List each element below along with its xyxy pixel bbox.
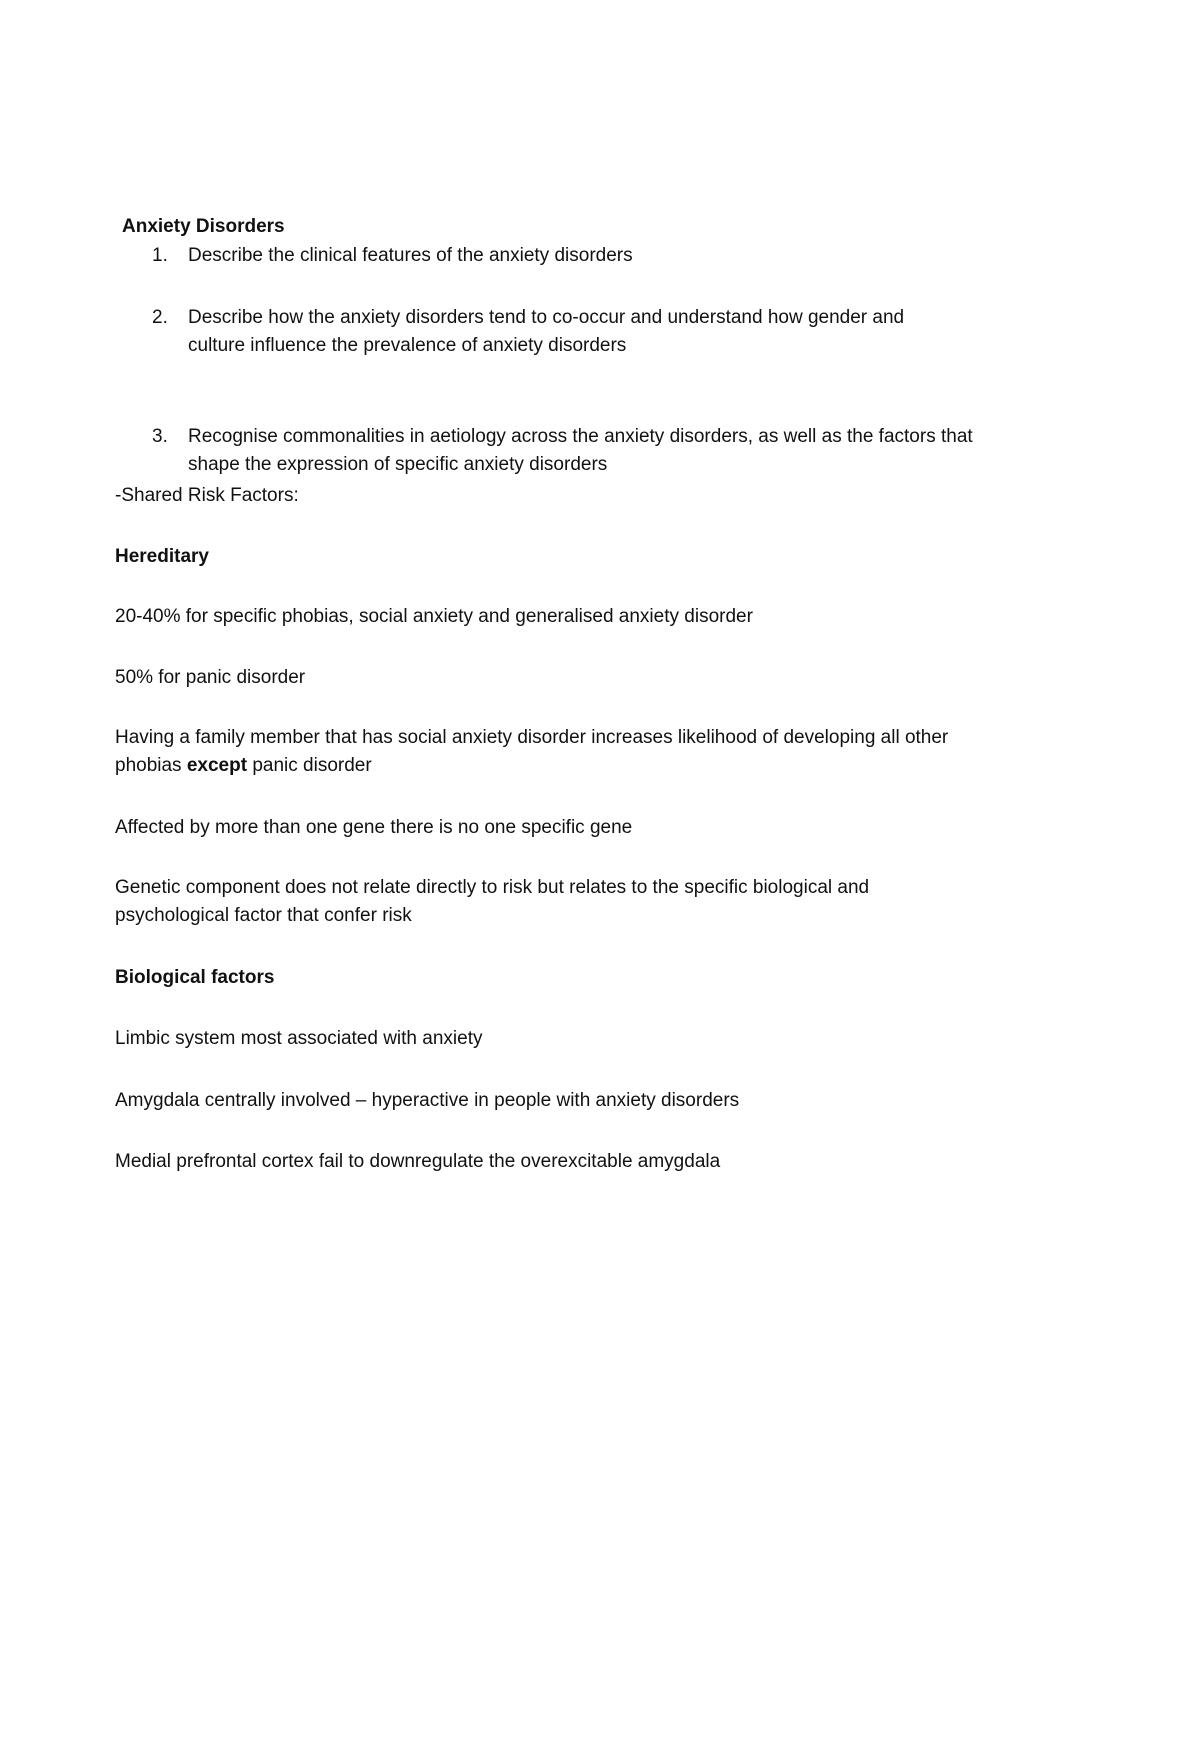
shared-risk-label: -Shared Risk Factors: — [115, 485, 299, 506]
list-item-text: culture influence the prevalence of anxiety disorders — [188, 335, 627, 356]
list-item-number: 3. — [152, 426, 168, 447]
paragraph: Having a family member that has social anxiety disorder increases likelihood of developing all other — [115, 727, 949, 748]
paragraph: psychological factor that confer risk — [115, 905, 412, 926]
list-item-text: Describe how the anxiety disorders tend to co-occur and understand how gender and — [188, 307, 905, 328]
paragraph-text: panic disorder — [247, 755, 372, 776]
paragraph: Amygdala centrally involved – hyperactive in people with anxiety disorders — [115, 1090, 740, 1111]
emphasis-text: except — [186, 755, 248, 776]
paragraph: Affected by more than one gene there is no one specific gene — [115, 817, 633, 838]
paragraph: Limbic system most associated with anxiety — [115, 1028, 483, 1049]
paragraph: Medial prefrontal cortex fail to downregulate the overexcitable amygdala — [115, 1151, 721, 1172]
document-title: Anxiety Disorders — [122, 216, 285, 237]
paragraph — [115, 752, 372, 780]
paragraph: 50% for panic disorder — [115, 667, 306, 688]
list-item-number: 2. — [152, 307, 168, 328]
list-item-number: 1. — [152, 245, 168, 266]
paragraph: 20-40% for specific phobias, social anxiety and generalised anxiety disorder — [115, 606, 753, 627]
list-item-text: Describe the clinical features of the anxiety disorders — [188, 245, 633, 266]
list-item-text: Recognise commonalities in aetiology across the anxiety disorders, as well as the factors that — [188, 426, 973, 447]
list-item-text: shape the expression of specific anxiety disorders — [188, 454, 608, 475]
hereditary-heading: Hereditary — [115, 546, 209, 567]
paragraph: Genetic component does not relate directly to risk but relates to the specific biological and — [115, 877, 870, 898]
biological-heading: Biological factors — [115, 967, 275, 988]
paragraph-text: phobias — [115, 755, 187, 776]
